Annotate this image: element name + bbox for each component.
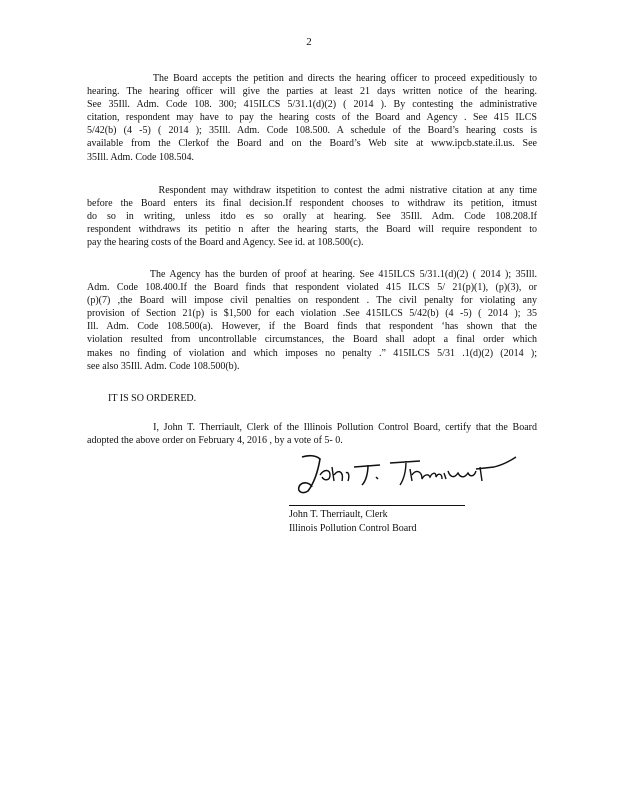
order-statement: IT IS SO ORDERED. bbox=[108, 393, 197, 404]
clerk-name: John T. Therriault, Clerk bbox=[289, 509, 388, 520]
text-line: makes no finding of violation and which imposes no penalty .” 415ILCS 5/31 .1(d)(2) (2014 ); bbox=[87, 347, 537, 359]
text-line: before the Board enters its final decision.If respondent chooses to withdraw its petition, itmust bbox=[87, 198, 537, 210]
text-line: Ill. Adm. Code 108.500(a). However, if the Board finds that respondent ‘has shown that the bbox=[87, 321, 537, 333]
paragraph-clerk-certification bbox=[87, 421, 537, 447]
signature-line bbox=[289, 505, 465, 506]
text-line: 35Ill. Adm. Code 108.504. bbox=[87, 151, 194, 163]
paragraph-respondent-withdraw bbox=[87, 184, 537, 249]
text-line: hearing. The hearing officer will give the parties at least 21 days written notice of the hearing. bbox=[87, 86, 537, 98]
text-line: Adm. Code 108.400.If the Board finds that respondent violated 415 ILCS 5/ 21(p)(1), (p)(3), or bbox=[87, 282, 537, 294]
text-line: The Board accepts the petition and directs the hearing officer to proceed expeditiously to bbox=[87, 73, 537, 84]
text-line: available from the Clerkof the Board and on the Board’s Web site at www.ipcb.state.il.us. See bbox=[87, 138, 537, 150]
text-line: see also 35Ill. Adm. Code 108.500(b). bbox=[87, 360, 240, 372]
text-line: provision of Section 21(p) is $1,500 for each violation .See 415ILCS 5/42(b) (4 -5) ( 2014 ); 35 bbox=[87, 308, 537, 320]
paragraph-board-accepts bbox=[87, 72, 537, 164]
paragraph-burden-of-proof bbox=[87, 268, 537, 373]
text-line: violation resulted from uncontrollable circumstances, the Board shall adopt a final order which bbox=[87, 334, 537, 346]
text-line: I, John T. Therriault, Clerk of the Illinois Pollution Control Board, certify that the Board bbox=[87, 422, 537, 433]
handwritten-signature bbox=[290, 447, 530, 497]
text-line: adopted the above order on February 4, 2016 , by a vote of 5- 0. bbox=[87, 435, 343, 447]
text-line: citation, respondent may have to pay the hearing costs of the Board and Agency . See 415 ILCS bbox=[87, 112, 537, 124]
text-line: Respondent may withdraw itspetition to contest the admi nistrative citation at any time bbox=[87, 185, 537, 196]
text-line: See 35Ill. Adm. Code 108. 300; 415ILCS 5/31.1(d)(2) ( 2014 ). By contesting the administrative bbox=[87, 99, 537, 111]
signature-block bbox=[289, 508, 417, 536]
text-line: respondent withdraws its petitio n after the hearing starts, the Board will require respondent to bbox=[87, 224, 537, 236]
text-line: (p)(7) ,the Board will impose civil penalties on respondent . The civil penalty for violating any bbox=[87, 295, 537, 307]
text-line: 5/42(b) (4 -5) ( 2014 ); 35Ill. Adm. Code 108.500. A schedule of the Board’s hearing costs is bbox=[87, 125, 537, 137]
board-name: Illinois Pollution Control Board bbox=[289, 523, 417, 534]
page-number: 2 bbox=[306, 36, 312, 48]
text-line: do so in writing, unless itdo es so orally at hearing. See 35Ill. Adm. Code 108.208.If bbox=[87, 211, 537, 223]
text-line: The Agency has the burden of proof at hearing. See 415ILCS 5/31.1(d)(2) ( 2014 ); 35Ill. bbox=[87, 269, 537, 280]
text-line: pay the hearing costs of the Board and Agency. See id. at 108.500(c). bbox=[87, 237, 364, 249]
